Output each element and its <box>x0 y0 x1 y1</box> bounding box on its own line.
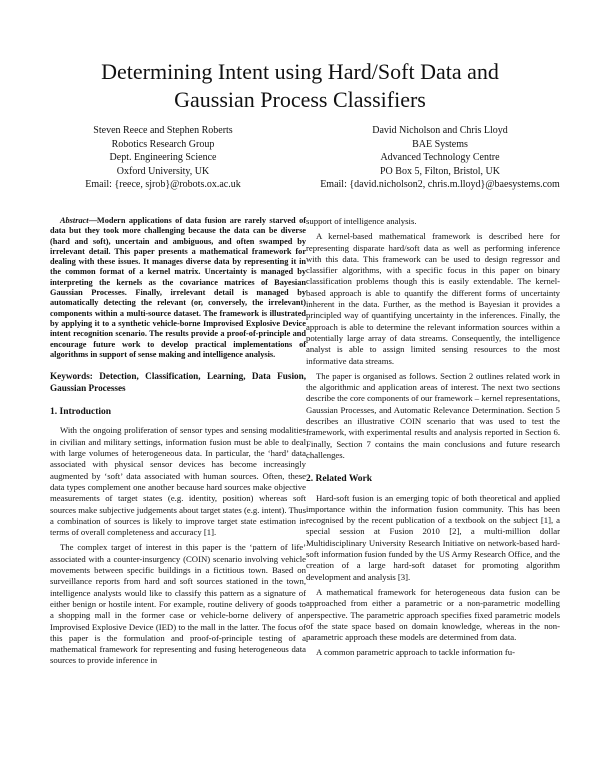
author-dept: Dept. Engineering Science <box>109 152 217 163</box>
abstract-label: Abstract <box>60 216 89 225</box>
paragraph: A common parametric approach to tackle information fu- <box>316 647 516 658</box>
author-dept: Advanced Technology Centre <box>380 152 500 163</box>
author-affiliation-right <box>290 124 590 192</box>
paragraph: The paper is organised as follows. Section 2 outlines related work in the algorithmic and application areas of interest. The next two sections describe the core components of our framework – kernel representations, Gaussian Processes, and Automatic Relevance Determination. Section 5 describes an illustrative COIN scenario that was used to test the framework, with experimental results and analysis reported in Section 6. Finally, Section 7 contains the main conclusions and future research challenges. <box>306 370 560 460</box>
keywords: Keywords: Detection, Classification, Learning, Data Fusion, Gaussian Processes <box>50 371 306 394</box>
paragraph: A kernel-based mathematical framework is described here for representing disparate hard/soft data as well as performing inference with this data. This framework can be used to design regressor and classifier algorithms, with a specific focus in this paper on binary classification problems though this is easily extendable. The kernel-based approach is able to quantify the different forms of uncertainty inherent in the data. Further, as the method is Bayesian it provides a principled way of quantifying uncertainty in the inferences. Finally, the approach is able to determine the relevant information sources within a potentially large array of data streams. Consequently, the intelligence analyst is able to assign limited sensing resources to the most informative data streams. <box>306 231 560 366</box>
left-column <box>50 216 306 667</box>
section-heading-introduction: 1. Introduction <box>50 407 112 418</box>
paragraph: support of intelligence analysis. <box>306 216 417 226</box>
author-affiliation-left <box>28 124 298 192</box>
abstract <box>50 216 306 360</box>
author-group: BAE Systems <box>412 138 468 150</box>
author-email: Email: {david.nicholson2, chris.m.lloyd}@baesystems.com <box>320 179 560 190</box>
title-line-1: Determining Intent using Hard/Soft Data and <box>101 59 499 84</box>
paragraph: With the ongoing proliferation of sensor types and sensing modalities in civilian and military settings, information fusion must be able to deal with large volumes of heterogeneous data. In particular, the ‘hard’ data associated with physical sensor devices has become increasingly augmented by ‘soft’ data associated with human sources. Often, these data types complement one another because hard sources make objective measurements of target states (e.g. identity, position) whereas soft sources make subjective judgements about target states (e.g. intent). Thus a combination of sources is likely to improve target state estimation in terms of overall completeness and accuracy [1]. <box>50 425 306 538</box>
paper-title <box>0 58 600 114</box>
paragraph: Hard-soft fusion is an emerging topic of both theoretical and applied importance within the information fusion community. This has been recognised by the recent publication of a textbook on the subject [1], a special session at Fusion 2010 [2], a multi-million dollar Multidisciplinary University Research Initiative on network-based hard-soft information fusion funded by the US Army Research Office, and the creation of a large hard-soft dataset for promoting algorithm development and analysis [3]. <box>306 492 560 582</box>
title-line-2: Gaussian Process Classifiers <box>174 87 426 112</box>
author-org: PO Box 5, Filton, Bristol, UK <box>379 165 501 177</box>
section-heading-related-work: 2. Related Work <box>306 474 373 485</box>
paragraph: The complex target of interest in this paper is the ‘pattern of life’ associated with a counter-insurgency (COIN) scenario involving vehicle movements between specific buildings in a fictitious town. Based on surveillance reports from hard and soft sources stationed in the town, intelligence analysts would like to classify this pattern as a signature of either benign or hostile intent. For example, routine delivery of goods to a shopping mall in the former case or vehicle-borne delivery of an Improvised Explosive Device (IED) to the mall in the latter. The focus of this paper is the formulation and proof-of-principle testing of a mathematical framework for representing and fusing heterogeneous data sources to provide inference in <box>50 542 306 666</box>
abstract-text: —Modern applications of data fusion are rarely starved of data but they took more challenging because the data can be diverse (hard and soft), uncertain and ambiguous, and often swamped by irrelevant detail. This paper presents a mathematical framework for dealing with these issues. It manages diverse data by representing it in the common format of a kernel matrix. Uncertainty is managed by interpreting the kernels as the covariance matrices of Bayesian Gaussian Processes. Finally, irrelevant detail is managed by automatically detecting the relevant (or, conversely, the irrelevant) components within a multi-source dataset. The framework is illustrated by applying it to a synthetic vehicle-borne Improvised Explosive Device intent recognition scenario. The results provide a proof-of-principle and encourage future work to develop practical implementations of algorithms in support of sense making and intelligence analysis. <box>50 216 306 359</box>
author-names: Steven Reece and Stephen Roberts <box>93 125 233 136</box>
author-block <box>0 124 600 192</box>
right-column <box>306 216 560 659</box>
author-names: David Nicholson and Chris Lloyd <box>372 125 508 136</box>
paragraph: A mathematical framework for heterogeneous data fusion can be approached from either a parametric or a non-parametric modelling perspective. The parametric approach specifies fixed parametric models of the state space based on domain knowledge, whereas in the non-parametric approach these models are determined from data. <box>306 586 560 643</box>
author-org: Oxford University, UK <box>116 165 210 177</box>
author-group: Robotics Research Group <box>111 138 215 150</box>
author-email: Email: {reece, sjrob}@robots.ox.ac.uk <box>85 179 241 190</box>
